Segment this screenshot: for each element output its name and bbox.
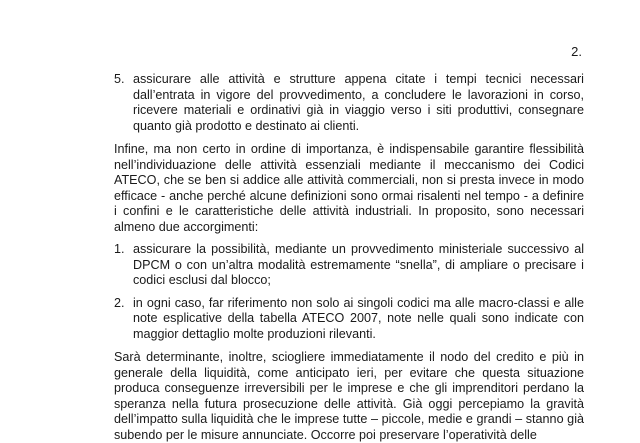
list-number: 1.: [114, 242, 125, 256]
page-number: 2.: [571, 44, 582, 59]
list-text: in ogni caso, far riferimento non solo ai singoli codici ma alle macro-classi e alle note esplicative della tabella ATECO 2007, note nelle quali sono indicate con maggior dettaglio molte produzioni rilevanti.: [133, 295, 584, 341]
list-item-2: [114, 296, 584, 343]
list-text: assicurare alle attività e strutture appena citate i tempi tecnici necessari dall’entrata in vigore del provvedimento, a concludere le lavorazioni in corso, ricevere materiali e ordinativi già in viaggio verso i siti produttivi, consegnare quanto già prodotto e destinato ai clienti.: [133, 72, 584, 133]
list-text: assicurare la possibilità, mediante un provvedimento ministeriale successivo al DPCM o con un’altra modalità estremamente “snella”, di ampliare o precisare i codici esclusi dal blocco;: [133, 242, 584, 287]
paragraph-liquidity: Sarà determinante, inoltre, sciogliere immediatamente il nodo del credito e più in generale della liquidità, come anticipato ieri, per evitare che questa situazione produca conseguenze irreversibili per le imprese e che gli imprenditori perdano la speranza nella futura prosecuzione delle attività. Già oggi percepiamo la gravità dell’impatto sulla liquidità che le imprese tutte – piccole, medie e grandi – stanno già subendo per le misure annunciate. Occorre poi preservare l’operatività delle: [114, 350, 584, 442]
list-item-5: [114, 72, 584, 134]
list-item-1: [114, 242, 584, 289]
list-number: 2.: [114, 295, 125, 310]
list-number: 5.: [114, 72, 125, 86]
paragraph-ateco: Infine, ma non certo in ordine di importanza, è indispensabile garantire flessibilità nell’individuazione delle attività essenziali mediante il meccanismo dei Codici ATECO, che se ben si addice alle attività commerciali, non si presta invece in modo efficace - anche perché alcune definizioni sono ormai risalenti nel tempo - a definire i confini e le caratteristiche delle attività industriali. In proposito, sono necessari almeno due accorgimenti:: [114, 142, 584, 234]
document-body: [114, 72, 584, 443]
